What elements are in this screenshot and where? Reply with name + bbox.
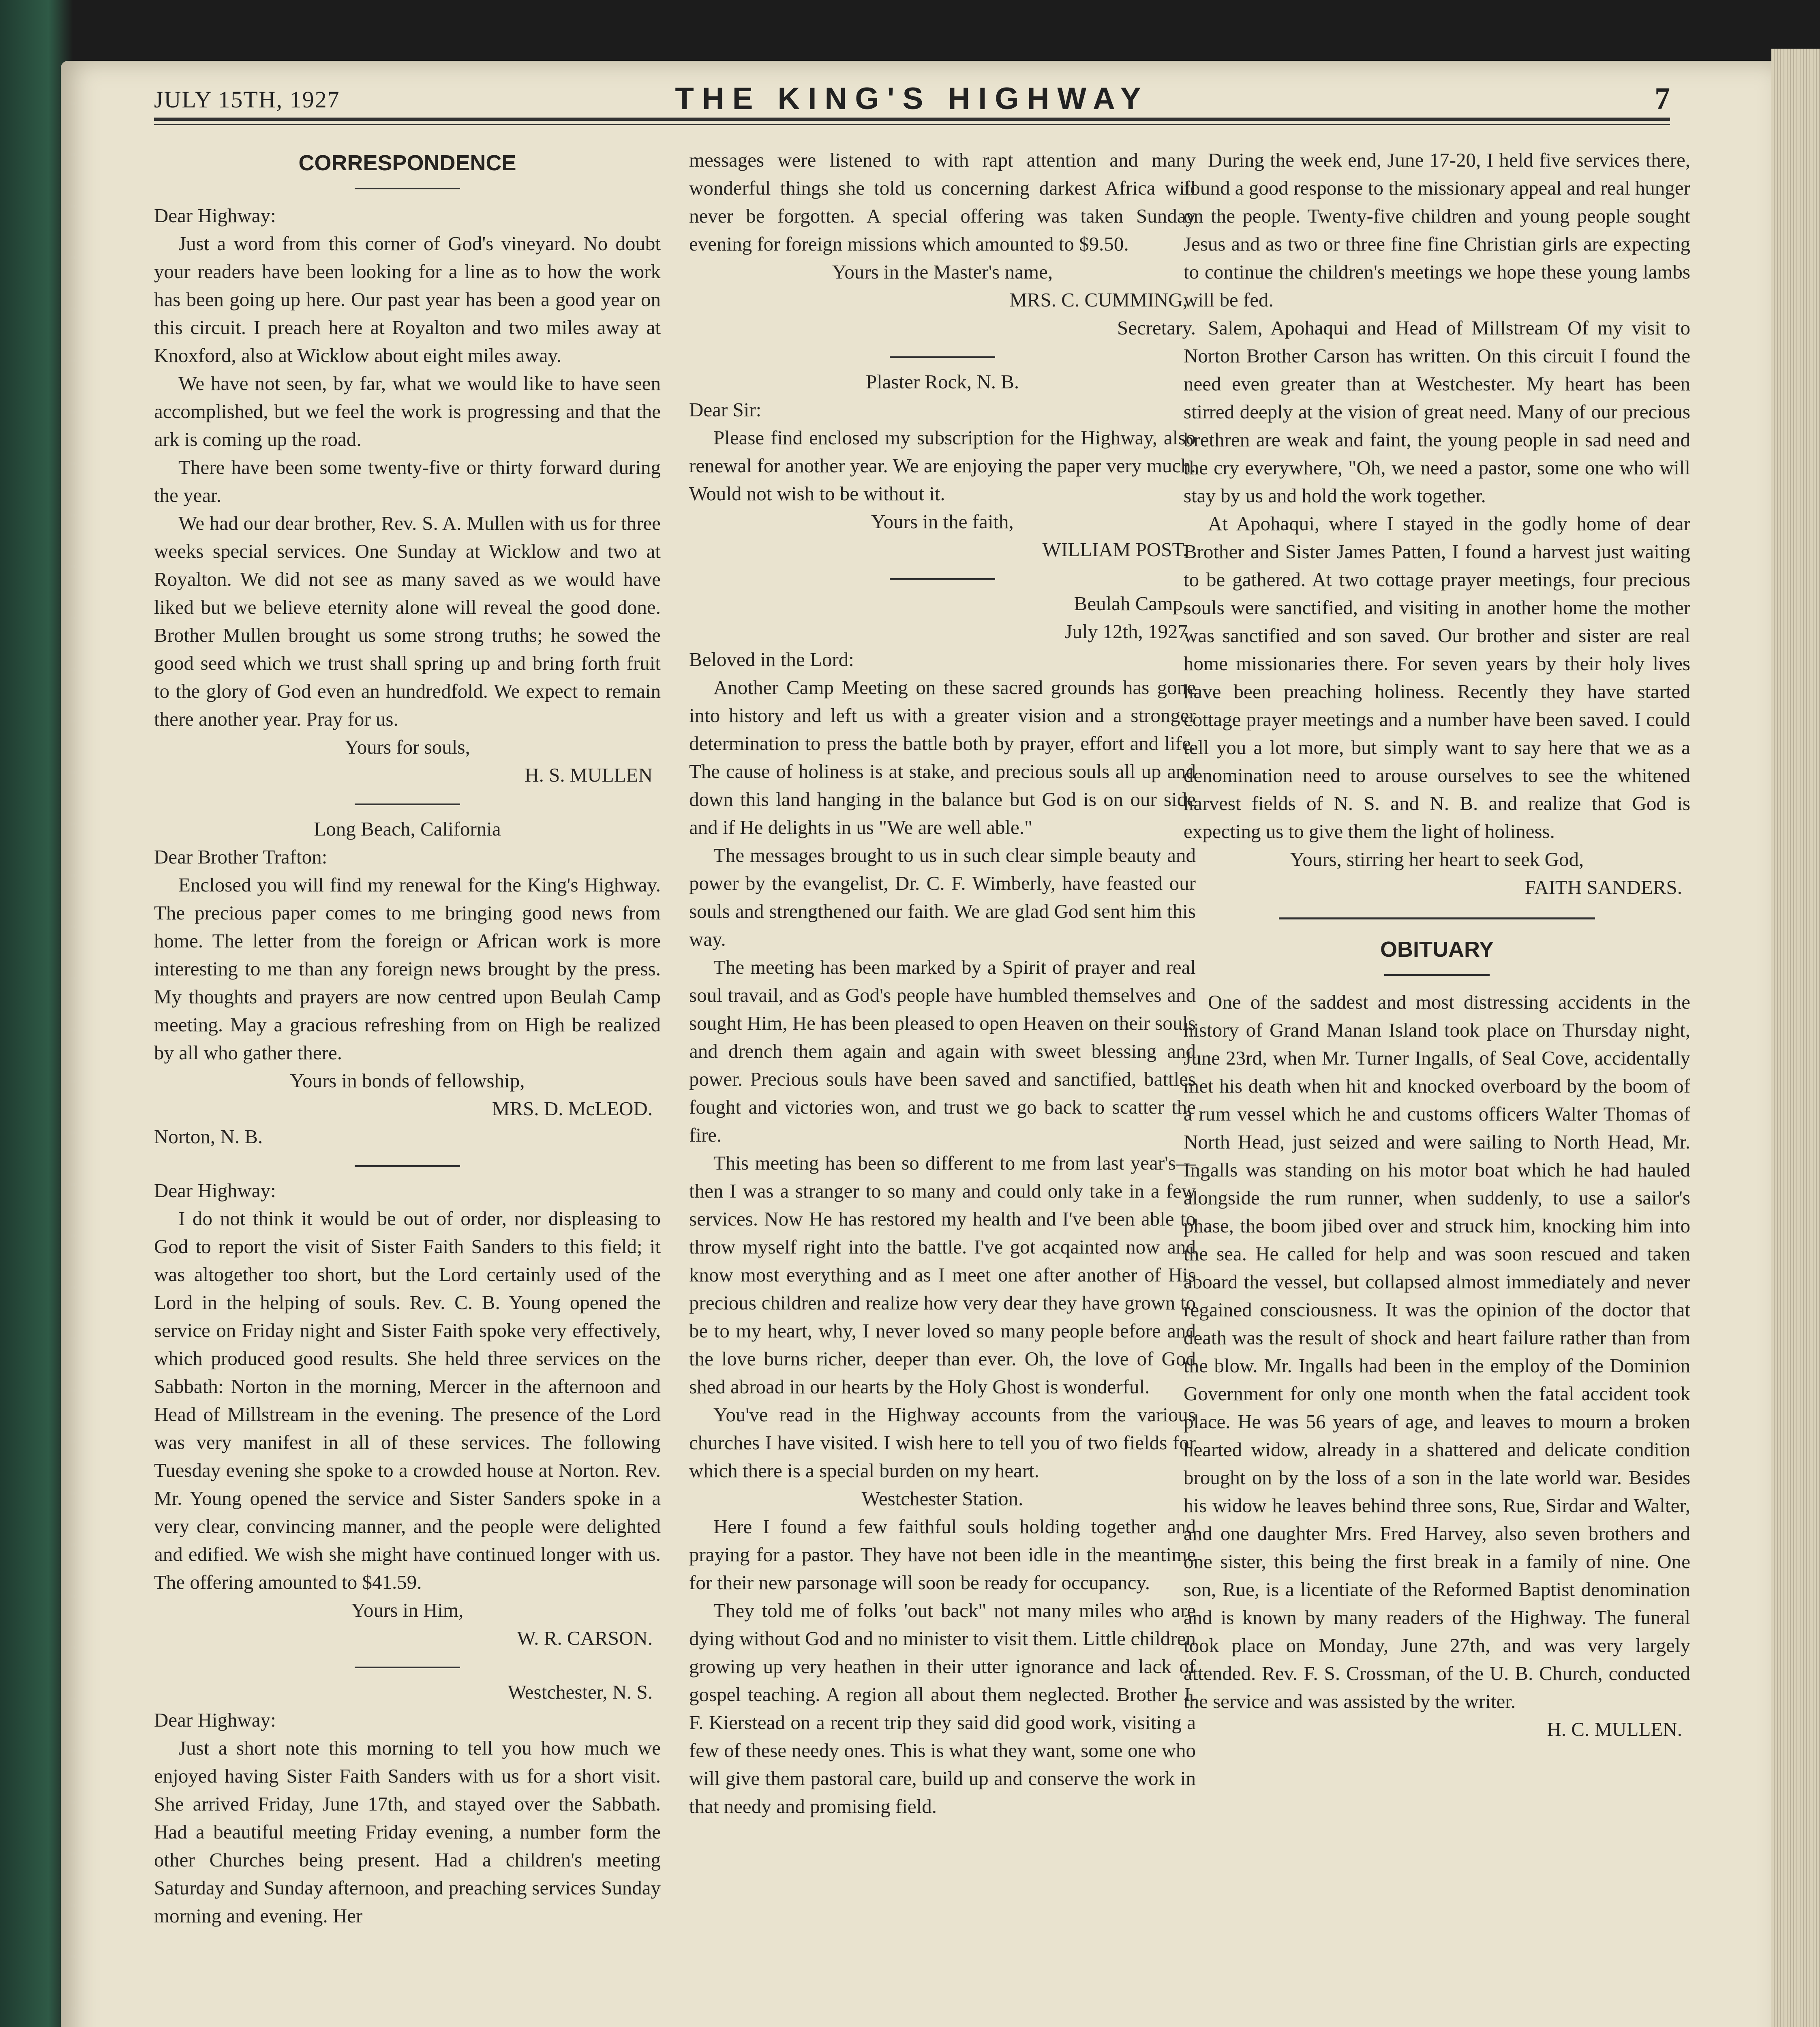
letter-subheading: Westchester Station.: [861, 1487, 1023, 1510]
letter-paragraph: At Apohaqui, where I stayed in the godly home of dear Brother and Sister James Patten, I found a harvest just waiting to be gathered. At two cottage prayer meetings, four precious souls were sanctified, and visiting in another home the mother was sanctified and son saved. Our brother and sister are real home missionaries there. For seven years by their holy lives have been preaching holiness. Recently they have started cottage prayer meetings and a number have been saved. I could tell you a lot more, but simply want to say here that we as a denomination need to arouse ourselves to see the whitened harvest fields of N. S. and N. B. and realize that God is expecting us to give them the light of holiness.: [1184, 512, 1690, 842]
letter-signature: MRS. C. CUMMING,: [1009, 289, 1188, 311]
issue-date: JULY 15TH, 1927: [154, 86, 340, 113]
letter-paragraph: You've read in the Highway accounts from the various churches I have visited. I wish here to tell you of two fields for which there is a special burden on my heart.: [689, 1403, 1196, 1482]
letter-place: Norton, N. B.: [154, 1125, 263, 1148]
letter-closing: Yours in Him,: [351, 1599, 464, 1621]
letter-place: Westchester, N. S.: [507, 1681, 653, 1703]
section-heading-obituary: OBITUARY: [1380, 937, 1494, 962]
letter-paragraph: I do not think it would be out of order, nor displeasing to God to report the visit of Sister Faith Sanders to this field; it was altogether too short, but the Lord certainly used of the Lord in the helping of souls. Rev. C. B. Young opened the service on Friday night and Sister Faith spoke very effectively, which produced good results. She held three services on the Sabbath: Norton in the morning, Mercer in the afternoon and Head of Millstream in the evening. The presence of the Lord was very manifest in all of these services. The following Tuesday evening she spoke to a crowded house at Norton. Rev. Mr. Young opened the service and Sister Sanders spoke in a very clear, convincing manner, and the people were delighted and edified. We wish she might have continued longer with us. The offering amounted to $41.59.: [154, 1207, 661, 1593]
letter-paragraph: We have not seen, by far, what we would like to have seen accomplished, but we feel the work is progressing and that the ark is coming up the road.: [154, 372, 661, 450]
letter-paragraph: We had our dear brother, Rev. S. A. Mullen with us for three weeks special services. One Sunday at Wicklow and two at Royalton. We did not see as many saved as we would have liked but we believe eternity alone will reveal the good done. Brother Mullen brought us some strong truths; he sowed the good seed which we trust shall spring up and bring forth fruit to the glory of God even an hundredfold. We expect to remain there another year. Pray for us.: [154, 512, 661, 730]
letter-paragraph: Enclosed you will find my renewal for the King's Highway. The precious paper comes to me bringing good news from home. The letter from the foreign or African work is more interesting to me than any foreign news brought by the press. My thoughts and prayers are now centred upon Beulah Camp meeting. May a gracious refreshing from on High be realized by all who gather there.: [154, 874, 661, 1064]
letter-separator: [890, 356, 995, 358]
letter-paragraph: Here I found a few faithful souls holding together and praying for a pastor. They have not been idle in the meantime for their new parsonage will soon be ready for occupancy.: [689, 1515, 1196, 1594]
letter-separator: [355, 804, 460, 805]
column-2: [689, 146, 1196, 2027]
letter-paragraph: Salem, Apohaqui and Head of Millstream Of my visit to Norton Brother Carson has written. On this circuit I found the need even greater than at Westchester. My heart has been stirred deeply at the vision of great need. Many of our precious brethren are weak and faint, the young people in sad need and the cry everywhere, "Oh, we need a pastor, some one who will stay by us and hold the work together.: [1184, 317, 1690, 507]
letter-place: Beulah Camp,: [1074, 592, 1188, 615]
header-rule: [154, 118, 1670, 121]
letter-paragraph: The meeting has been marked by a Spirit of prayer and real soul travail, and as God's people have humbled themselves and sought Him, He has been pleased to open Heaven on their souls and drench them again and again with sweet blessing and power. Precious souls have been saved and sanctified, battles fought and victories won, and trust we go back to scatter the fire.: [689, 956, 1196, 1146]
letter-date: July 12th, 1927: [1064, 620, 1188, 643]
page-header: [154, 81, 1670, 130]
letter-separator: [355, 1667, 460, 1668]
letter-closing: Yours in the faith,: [871, 510, 1014, 533]
letter-paragraph: During the week end, June 17-20, I held five services there, found a good response to the missionary appeal and real hunger on the people. Twenty-five children and young people sought Jesus and as two or three fine fine Christian girls are expecting to continue the children's meetings we hope these young lambs will be fed.: [1184, 149, 1690, 311]
letter-paragraph: Please find enclosed my subscription for the Highway, also renewal for another year. We are enjoying the paper very much. Would not wish to be without it.: [689, 426, 1196, 505]
letter-paragraph: Just a word from this corner of God's vineyard. No doubt your readers have been looking for a line as to how the work has been going up here. Our past year has been a good year on this circuit. I preach here at Royalton and two miles away at Knoxford, also at Wicklow about eight miles away.: [154, 232, 661, 366]
letter-signature: FAITH SANDERS.: [1525, 876, 1682, 898]
letter-closing: Yours in the Master's name,: [832, 261, 1053, 283]
letter-signature-title: Secretary.: [1117, 317, 1196, 339]
heading-rule: [355, 188, 460, 189]
letter-salutation: Dear Brother Trafton:: [154, 846, 328, 868]
letter-paragraph: messages were listened to with rapt attention and many wonderful things she told us concerning darkest Africa will never be forgotten. A special offering was taken Sunday evening for foreign missions which amounted to $9.50.: [689, 149, 1196, 255]
letter-signature: WILLIAM POST.: [1042, 538, 1188, 561]
letter-place: Long Beach, California: [314, 818, 501, 840]
letter-place: Plaster Rock, N. B.: [865, 371, 1019, 393]
obituary-paragraph: One of the saddest and most distressing accidents in the history of Grand Manan Island took place on Thursday night, June 23rd, when Mr. Turner Ingalls, of Seal Cove, accidentally met his death when hit and knocked overboard by the boom of a rum vessel which he and customs officers Walter Thomas of North Head, just seized and were sailing to North Head, Mr. Ingalls was standing on his motor boat which he had hauled alongside the rum runner, when suddenly, to use a sailor's phase, the boom jibed over and struck him, knocking him into the sea. He called for help and was soon rescued and taken aboard the vessel, but collapsed almost immediately and never regained consciousness. It was the opinion of the doctor that death was the result of shock and heart failure rather than from the blow. Mr. Ingalls had been in the employ of the Dominion Government for only one month when the fatal accident took place. He was 56 years of age, and leaves to mourn a broken hearted widow, already in a shattered and delicate condition brought on by the loss of a son in the late world war. Besides his widow he leaves behind three sons, Rue, Sirdar and Walter, and one daughter Mrs. Fred Harvey, also seven brothers and one sister, this being the first break in a family of nine. One son, Rue, is a licentiate of the Reformed Baptist denomination and is known by many readers of the Highway. The funeral took place on Monday, June 27th, and was very largely attended. Rev. F. S. Crossman, of the U. B. Church, conducted the service and was assisted by the writer.: [1184, 991, 1690, 1712]
column-1: [154, 146, 661, 2027]
page-number: 7: [1655, 81, 1670, 116]
letter-separator: [355, 1165, 460, 1167]
letter-paragraph: This meeting has been so different to me from last year's—then I was a stranger to so many and could only take in a few services. Now He has restored my health and I've been able to throw myself right into the battle. I've got acqainted now and know most everything and as I meet one after another of His precious children and realize how very dear they have grown to be to my heart, why, I never loved so many people before and the love burns richer, deeper than ever. Oh, the love of God shed abroad in our hearts by the Holy Ghost is wonderful.: [689, 1152, 1196, 1398]
letter-salutation: Dear Sir:: [689, 399, 762, 421]
letter-salutation: Dear Highway:: [154, 1179, 276, 1202]
letter-separator: [890, 578, 995, 580]
column-3: [1184, 146, 1690, 2027]
letter-signature: W. R. CARSON.: [517, 1627, 653, 1649]
letter-salutation: Beloved in the Lord:: [689, 648, 854, 671]
letter-paragraph: Another Camp Meeting on these sacred grounds has gone into history and left us with a greater vision and a stronger determination to press the battle both by prayer, effort and life. The cause of holiness is at stake, and precious souls all up and down this land hanging in the balance but God is on our side and if He delights in us "We are well able.": [689, 676, 1196, 838]
letter-signature: MRS. D. McLEOD.: [492, 1097, 653, 1120]
heading-rule: [1384, 974, 1490, 976]
section-rule: [1279, 917, 1595, 919]
publication-title: THE KING'S HIGHWAY: [675, 81, 1149, 116]
obituary-signature: H. C. MULLEN.: [1547, 1718, 1682, 1740]
letter-paragraph: They told me of folks 'out back" not many miles who are dying without God and no minister to visit them. Little children growing up very heathen in their utter ignorance and lack of gospel teaching. A region all about them neglected. Brother I. F. Kierstead on a recent trip they said did good work, visiting a few of these needy ones. This is what they want, some one who will give them pastoral care, build up and conserve the work in that needy and promising field.: [689, 1599, 1196, 1817]
letter-signature: H. S. MULLEN: [525, 764, 653, 786]
letter-paragraph: Just a short note this morning to tell you how much we enjoyed having Sister Faith Sanders with us for a short visit. She arrived Friday, June 17th, and stayed over the Sabbath. Had a beautiful meeting Friday evening, a number form the other Churches being present. Had a children's meeting Saturday and Sunday afternoon, and preaching services Sunday morning and evening. Her: [154, 1737, 661, 1927]
letter-salutation: Dear Highway:: [154, 204, 276, 227]
page-edges: [1771, 49, 1820, 2027]
letter-closing: Yours, stirring her heart to seek God,: [1290, 848, 1584, 870]
letter-closing: Yours for souls,: [345, 736, 470, 758]
header-rule-thin: [154, 124, 1670, 125]
section-heading-correspondence: CORRESPONDENCE: [298, 151, 516, 175]
letter-salutation: Dear Highway:: [154, 1709, 276, 1731]
letter-closing: Yours in bonds of fellowship,: [290, 1069, 525, 1092]
letter-paragraph: There have been some twenty-five or thirty forward during the year.: [154, 456, 661, 506]
letter-paragraph: The messages brought to us in such clear simple beauty and power by the evangelist, Dr. C. F. Wimberly, have feasted our souls and strengthened our faith. We are glad God sent him this way.: [689, 844, 1196, 950]
